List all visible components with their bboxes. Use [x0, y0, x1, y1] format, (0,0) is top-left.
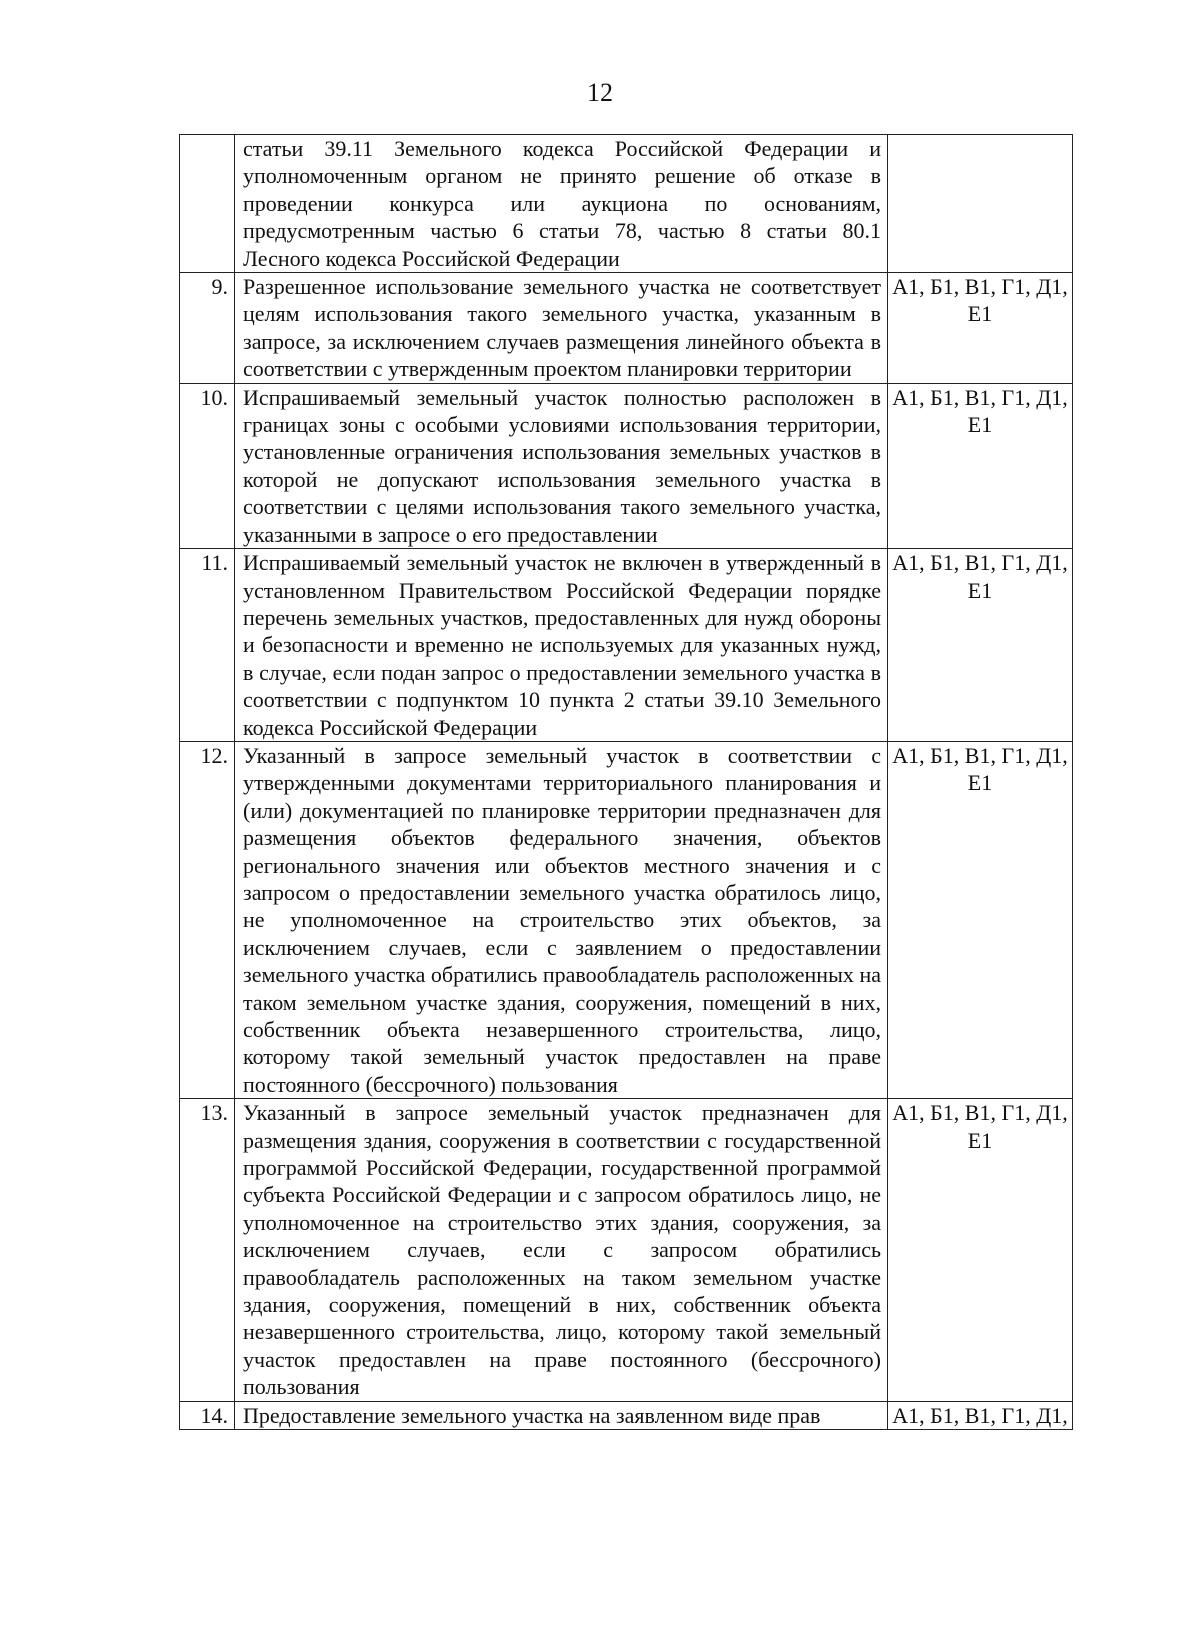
row-codes [888, 135, 1073, 273]
table-row [180, 135, 1073, 273]
row-text: Разрешенное использование земельного участка не соответствует целям использования такого земельного участка, указанным в запросе, за исключением случаев размещения линейного объекта в соответствии с утвержденным проектом планировки территории [235, 273, 888, 384]
row-text: Предоставление земельного участка на заявленном виде прав [235, 1401, 888, 1429]
row-number: 9. [180, 273, 235, 384]
row-text: статьи 39.11 Земельного кодекса Российской Федерации и уполномоченным органом не принято решение об отказе в проведении конкурса или аукциона по основаниям, предусмотренным частью 6 статьи 78, частью 8 статьи 80.1 Лесного кодекса Российской Федерации [235, 135, 888, 273]
table-row [180, 1099, 1073, 1401]
row-text: Указанный в запросе земельный участок в соответствии с утвержденными документами территориального планирования и (или) документацией по планировке территории предназначен для размещения объектов федерального значения, объектов регионального значения или объектов местного значения и с запросом о предоставлении земельного участка обратилось лицо, не уполномоченное на строительство этих объектов, за исключением случаев, если с заявлением о предоставлении земельного участка обратились правообладатель расположенных на таком земельном участке здания, сооружения, помещений в них, собственник объекта незавершенного строительства, лицо, которому такой земельный участок предоставлен на праве постоянного (бессрочного) пользования [235, 741, 888, 1098]
page-number: 12 [587, 78, 613, 107]
table-row [180, 383, 1073, 548]
row-codes: А1, Б1, В1, Г1, Д1, Е1 [888, 549, 1073, 742]
row-number: 10. [180, 383, 235, 548]
row-codes: А1, Б1, В1, Г1, Д1, [888, 1401, 1073, 1429]
row-number: 13. [180, 1099, 235, 1401]
row-number: 11. [180, 549, 235, 742]
row-number: 12. [180, 741, 235, 1098]
row-codes: А1, Б1, В1, Г1, Д1, Е1 [888, 1099, 1073, 1401]
row-text: Испрашиваемый земельный участок не включен в утвержденный в установленном Правительством Российской Федерации порядке перечень земельных участков, предоставленных для нужд обороны и безопасности и временно не используемых для указанных нужд, в случае, если подан запрос о предоставлении земельного участка в соответствии с подпунктом 10 пункта 2 статьи 39.10 Земельного кодекса Российской Федерации [235, 549, 888, 742]
row-number [180, 135, 235, 273]
conditions-table [179, 134, 1073, 1430]
row-number: 14. [180, 1401, 235, 1429]
row-text: Указанный в запросе земельный участок предназначен для размещения здания, сооружения в соответствии с государственной программой Российской Федерации, государственной программой субъекта Российской Федерации и с запросом обратилось лицо, не уполномоченное на строительство этих здания, сооружения, за исключением случаев, если с запросом обратились правообладатель расположенных на таком земельном участке здания, сооружения, помещений в них, собственник объекта незавершенного строительства, лицо, которому такой земельный участок предоставлен на праве постоянного (бессрочного) пользования [235, 1099, 888, 1401]
row-codes: А1, Б1, В1, Г1, Д1, Е1 [888, 383, 1073, 548]
row-text: Испрашиваемый земельный участок полностью расположен в границах зоны с особыми условиями использования территории, установленные ограничения использования земельных участков в которой не допускают использования земельного участка в соответствии с целями использования такого земельного участка, указанными в запросе о его предоставлении [235, 383, 888, 548]
table-row [180, 549, 1073, 742]
row-codes: А1, Б1, В1, Г1, Д1, Е1 [888, 741, 1073, 1098]
table-row [180, 1401, 1073, 1429]
row-codes: А1, Б1, В1, Г1, Д1, Е1 [888, 273, 1073, 384]
table-row [180, 741, 1073, 1098]
table-row [180, 273, 1073, 384]
